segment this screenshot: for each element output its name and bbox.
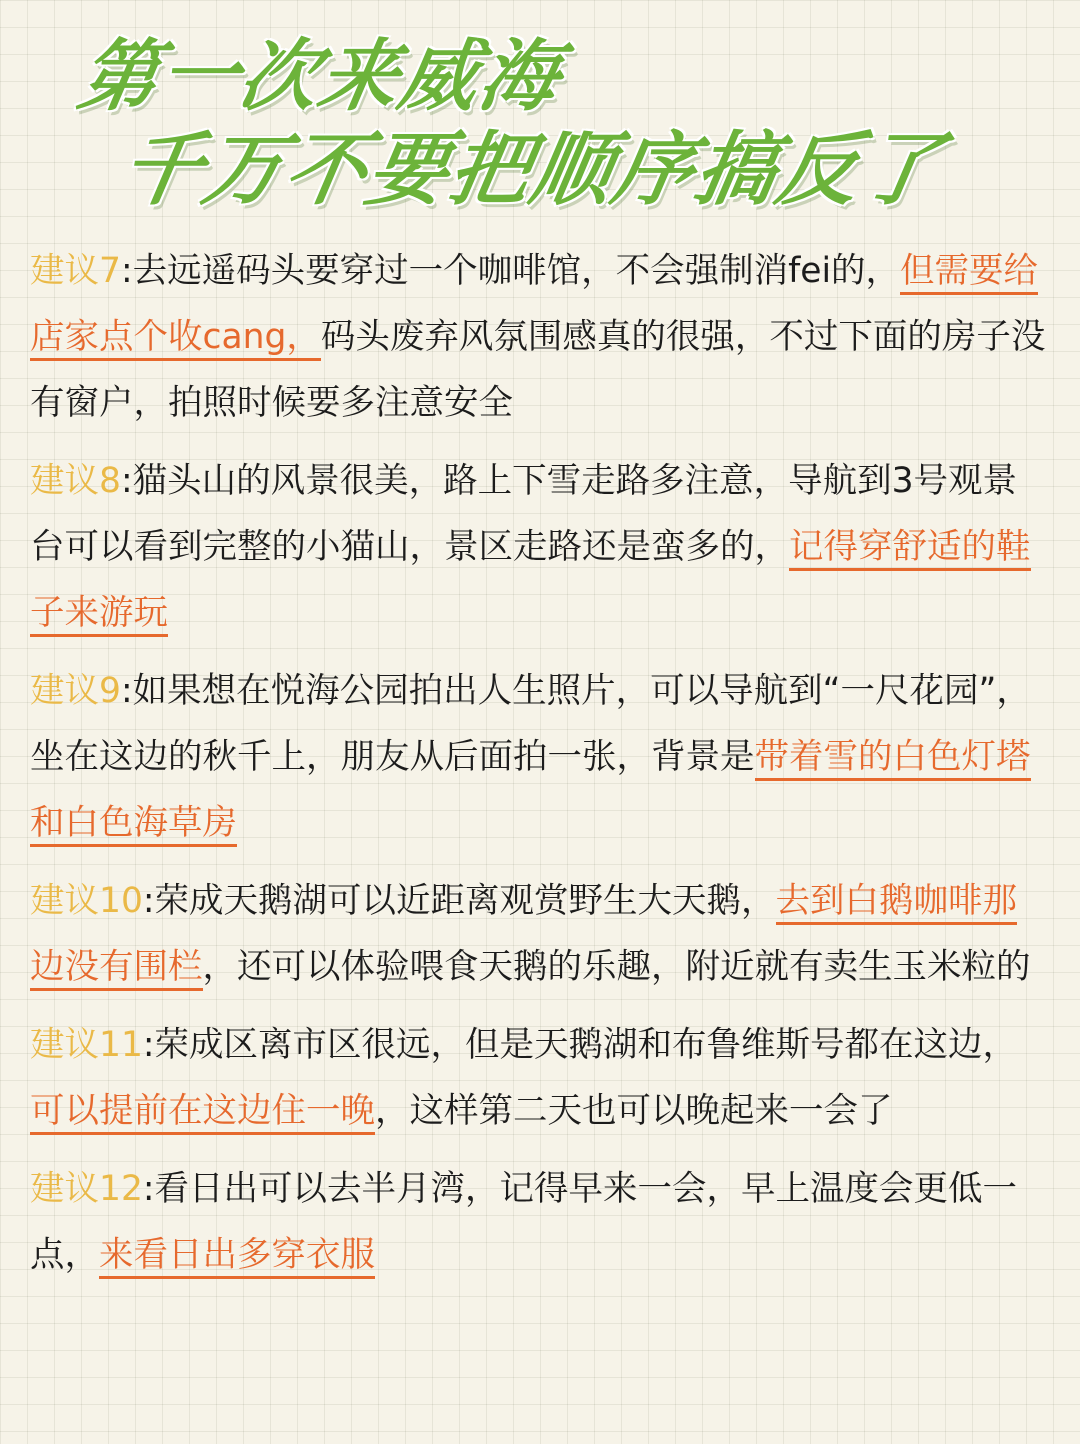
tip-10	[30, 868, 1050, 1000]
tip-text: 猫头山的风景很美，路上下雪走路多注意，导航到3号观景台可以看到完整的小猫山，景区走路还是蛮多的，	[30, 461, 1018, 567]
tip-highlight: 带着雪的白色灯塔和白色海草房	[30, 737, 1031, 847]
tip-text-after: ，还可以体验喂食天鹅的乐趣，附近就有卖生玉米粒的	[202, 947, 1031, 987]
tip-text-after: ，这样第二天也可以晚起来一会了	[375, 1091, 893, 1131]
tip-label: 建议8	[30, 461, 121, 501]
tip-separator: :	[120, 461, 133, 501]
tips-list	[30, 238, 1050, 1300]
tip-label: 建议9	[30, 671, 121, 711]
tip-text: 看日出可以去半月湾，记得早来一会，早上温度会更低一点，	[30, 1169, 1018, 1275]
tip-label: 建议10	[30, 881, 143, 921]
tip-text-after: 码头废弃风氛围感真的很强，不过下面的房子没有窗户，拍照时候要多注意安全	[30, 317, 1046, 423]
tip-label: 建议7	[30, 251, 121, 291]
tip-label: 建议11	[30, 1025, 143, 1065]
title-block	[0, 28, 1080, 218]
tip-separator: :	[120, 671, 133, 711]
tip-8	[30, 448, 1050, 646]
tip-label: 建议12	[30, 1169, 143, 1209]
tip-text: 荣成区离市区很远，但是天鹅湖和布鲁维斯号都在这边，	[154, 1025, 1018, 1065]
tip-9	[30, 658, 1050, 856]
tip-highlight: 但需要给店家点个收cang，	[30, 251, 1038, 361]
tip-highlight: 来看日出多穿衣服	[99, 1235, 375, 1279]
tip-11	[30, 1012, 1050, 1144]
tip-text: 去远遥码头要穿过一个咖啡馆，不会强制消fei的，	[132, 251, 901, 291]
tip-text: 如果想在悦海公园拍出人生照片，可以导航到“一尺花园”，坐在这边的秋千上，朋友从后面拍一张，背景是	[30, 671, 1031, 777]
tip-separator: :	[120, 251, 133, 291]
tip-12	[30, 1156, 1050, 1288]
title-line-1: 第一次来威海	[72, 32, 568, 122]
tip-separator: :	[142, 1169, 155, 1209]
tip-highlight: 记得穿舒适的鞋子来游玩	[30, 527, 1031, 637]
title-line-2: 千万不要把顺序搞反了	[113, 123, 951, 216]
tip-separator: :	[142, 1025, 155, 1065]
tip-highlight: 可以提前在这边住一晚	[30, 1091, 375, 1135]
tip-highlight: 去到白鹅咖啡那边没有围栏	[30, 881, 1017, 991]
tip-7	[30, 238, 1050, 436]
tip-separator: :	[142, 881, 155, 921]
tip-text: 荣成天鹅湖可以近距离观赏野生大天鹅，	[154, 881, 776, 921]
